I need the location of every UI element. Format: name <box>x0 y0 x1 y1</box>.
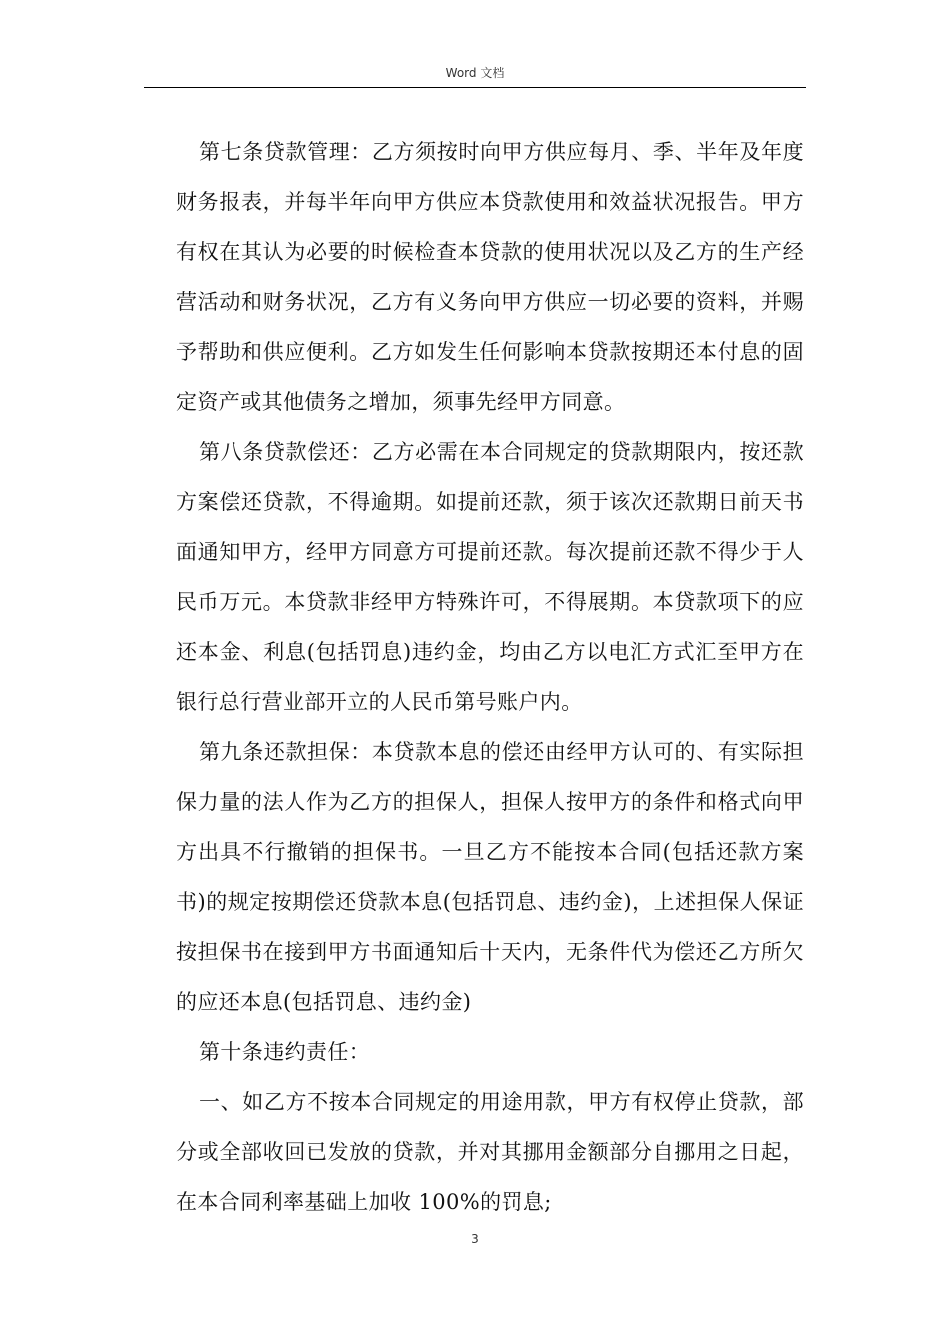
paragraph-article-9: 第九条还款担保：本贷款本息的偿还由经甲方认可的、有实际担保力量的法人作为乙方的担保人，担保人按甲方的条件和格式向甲方出具不行撤销的担保书。一旦乙方不能按本合同(包括还款方案书)的规定按期偿还贷款本息(包括罚息、违约金)，上述担保人保证按担保书在接到甲方书面通知后十天内，无条件代为偿还乙方所欠的应还本息(包括罚息、违约金) <box>176 740 804 1014</box>
document-body <box>176 127 804 1227</box>
paragraph-article-7: 第七条贷款管理：乙方须按时向甲方供应每月、季、半年及年度财务报表，并每半年向甲方供应本贷款使用和效益状况报告。甲方有权在其认为必要的时候检查本贷款的使用状况以及乙方的生产经营活动和财务状况，乙方有义务向甲方供应一切必要的资料，并赐予帮助和供应便利。乙方如发生任何影响本贷款按期还本付息的固定资产或其他债务之增加，须事先经甲方同意。 <box>176 140 804 414</box>
header-divider <box>144 87 806 88</box>
paragraph-article-8: 第八条贷款偿还：乙方必需在本合同规定的贷款期限内，按还款方案偿还贷款，不得逾期。如提前还款，须于该次还款期日前天书面通知甲方，经甲方同意方可提前还款。每次提前还款不得少于人民币万元。本贷款非经甲方特殊许可，不得展期。本贷款项下的应还本金、利息(包括罚息)违约金，均由乙方以电汇方式汇至甲方在银行总行营业部开立的人民币第号账户内。 <box>176 440 804 714</box>
page-number: 3 <box>471 1232 479 1246</box>
paragraph-article-10-heading: 第十条违约责任： <box>199 1040 371 1064</box>
paragraph-article-10-item-1: 一、如乙方不按本合同规定的用途用款，甲方有权停止贷款，部分或全部收回已发放的贷款，并对其挪用金额部分自挪用之日起，在本合同利率基础上加收 100%的罚息; <box>176 1090 804 1214</box>
page-header: Word 文档 <box>445 66 505 80</box>
